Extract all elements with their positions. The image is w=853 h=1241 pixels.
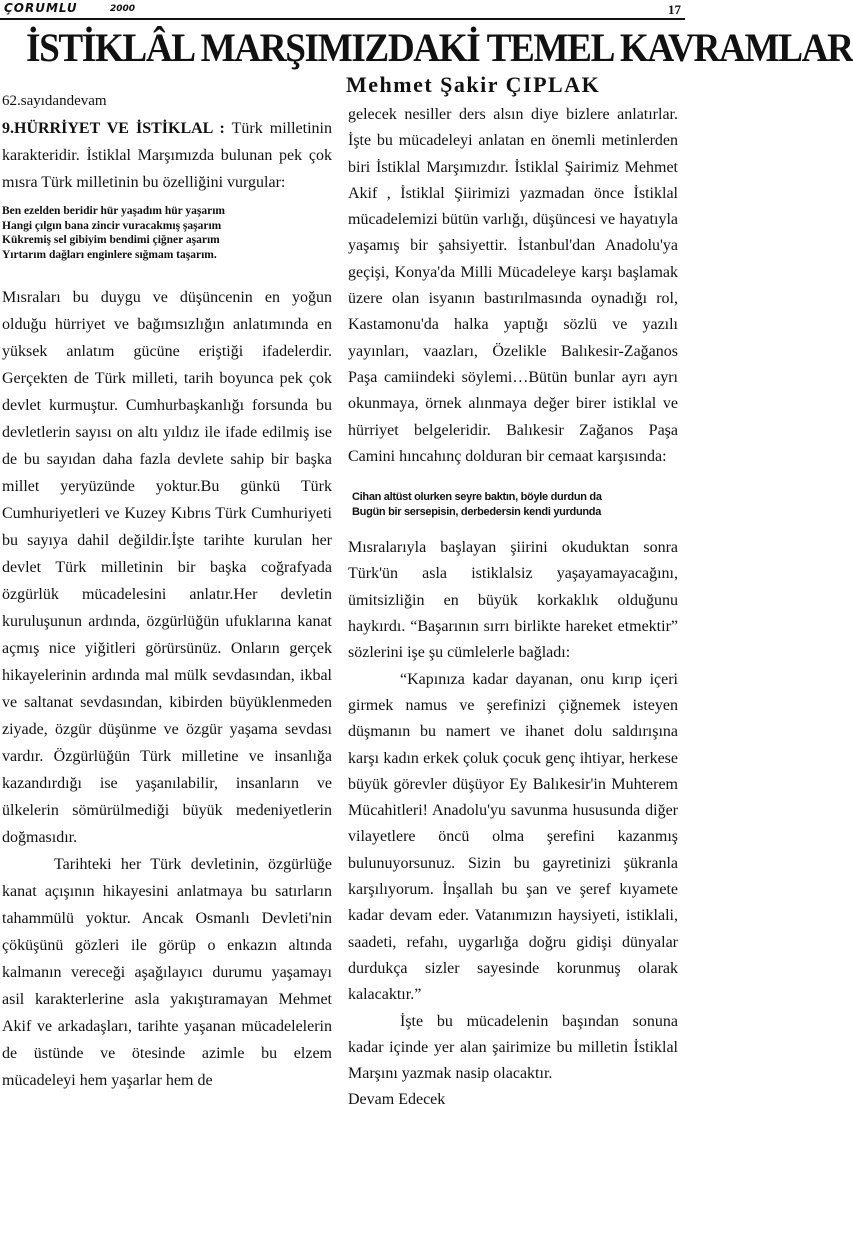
page-header xyxy=(0,0,685,22)
header-rule xyxy=(0,18,685,20)
article-title: İSTİKLÂL MARŞIMIZDAKİ TEMEL KAVRAMLAR xyxy=(26,25,853,70)
poem-line: Cihan altüst olurken seyre baktın, böyle durdun da xyxy=(352,491,602,504)
page-number: 17 xyxy=(668,2,681,17)
article-author: Mehmet Şakir ÇIPLAK xyxy=(346,72,601,97)
magazine-year: 2000 xyxy=(110,4,136,14)
continues-note: Devam Edecek xyxy=(348,1091,446,1109)
left-column xyxy=(2,88,332,1094)
body-paragraph: İşte bu mücadelenin başından sonuna kadar içinde yer alan şairimize bu milletin İstiklal Marşını yazmak nasip olacaktır. xyxy=(348,1012,678,1083)
poem-line: Ben ezelden beridir hür yaşadım hür yaşarım xyxy=(2,205,225,217)
poem-line: Kükremiş sel gibiyim bendimi çiğner aşarım xyxy=(2,234,220,246)
anthem-excerpt xyxy=(2,204,332,262)
body-paragraph: Tarihteki her Türk devletinin, özgürlüğe kanat açışının hikayesini anlatmaya bu satırların tahammülü yoktur. Ancak Osmanlı Devleti'nin çöküşünü gözleri ile görüp o enkazın altında kalmanın vereceği aşağılayıcı durumu yaşamayı asil karakterlerine asla yakıştıramayan Mehmet Akif ve arkadaşları, tarihte yaşanan mücadelelerin de üstünde ve ötesinde azimle bu elzem mücadeleyi hem yaşarlar hem de xyxy=(2,856,332,1089)
poem-line: Yırtarım dağları enginlere sığmam taşarım. xyxy=(2,248,217,261)
section-intro-text: Türk milletinin karakteridir. İstiklal Marşımızda bulunan pek çok mısra Türk milletinin bu özelliğini vurgular: xyxy=(2,120,332,191)
poem-excerpt xyxy=(348,490,678,519)
section-intro xyxy=(2,115,332,196)
right-column xyxy=(348,102,678,1114)
speech-quote: “Kapınıza kadar dayanan, onu kırıp içeri girmek namus ve şerefinizi çiğnemek isteyen düşmanın bu namert ve ihanet dolu saldırışına karşı kadın erkek çoluk çocuk genç ihtiyar, herkese büyük görevler düşüyor Ey Balıkesir'in Muhterem Mücahitleri! Anadolu'yu savunma hususunda diğer vilayetlere öncü olma şerefini kazanmış bulunuyorsunuz. Sizin bu gayretinizi şükranla karşılıyorum. İnşallah bu şan ve şeref kıyamete kadar devam eder. Vatanımızın haysiyeti, istiklali, saadeti, refahı, uygarlığa doğru gidişi dünyalar durdukça sizler sayesinde korunmuş olarak kalacaktır.” xyxy=(348,670,678,1004)
magazine-name: ÇORUMLU xyxy=(4,1,78,15)
continued-note: 62.sayıdandevam xyxy=(2,93,107,109)
body-paragraph: gelecek nesiller ders alsın diye bizlere anlatırlar. İşte bu mücadeleyi anlatan en önemli metinlerden biri İstiklal Marşımızdır. İstiklal Şairimiz Mehmet Akif , İstiklal Şiirimizi yazmadan önce İstiklal mücadelemizi bütün varlığı, düşüncesi ve hayatıyla yaşamış bir şahsiyettir. İstanbul'dan Anadolu'ya geçişi, Konya'da Milli Mücadeleye karşı başlamak üzere olan isyanın bastırılmasında oynadığı rol, Kastamonu'da halka yaptığı sözlü ve yazılı yayınları, vaazları, Özelikle Balıkesir-Zağanos Paşa camiindeki söylemi…Bütün bunlar ayrı ayrı okunmaya, örnek alınmaya değer birer istiklal ve hürriyet belgeleridir. Balıkesir Zağanos Paşa Camini hıncahınç dolduran bir cemaat karşısında: xyxy=(348,106,678,465)
section-heading: 9.HÜRRİYET VE İSTİKLAL : xyxy=(2,120,225,137)
body-paragraph: Mısralarıyla başlayan şiirini okuduktan sonra Türk'ün asla istiklalsiz yaşayamayacağını, ümitsizliğin en büyük korkaklık olduğunu haykırdı. “Başarının sırrı birlikte hareket etmektir” sözlerini işe şu cümlelerle bağladı: xyxy=(348,539,678,662)
poem-line: Bugün bir sersерisin, derbedersin kendi yurdunda xyxy=(352,505,602,518)
poem-line: Hangi çılgın bana zincir vuracakmış şaşarım xyxy=(2,219,222,232)
body-paragraph: Mısraları bu duygu ve düşüncenin en yoğun olduğu hürriyet ve bağımsızlığın anlatımında en yüksek anlatım gücüne eriştiği ifadelerdir. Gerçekten de Türk milleti, tarih boyunca pek çok devlet kurmuştur. Cumhurbaşkanlığı forsunda bu devletlerin sayısı on altı yıldız ile ifade edilmiş ise de bu sayıdan daha fazla devlete sahip bir başka millet yeryüzünde yoktur.Bu günkü Türk Cumhuriyetleri ve Kuzey Kıbrıs Türk Cumhuriyeti bu sayıya dahil değildir.İşte tarihte kurulan her devlet Türk milletinin bir başka coğrafyada özgürlük mücadelesini anlatır.Her devletin kuruluşunun ardında, özgürlüğün ufuklarına kanat açmış nice yiğitleri görürsünüz. Onların gerçek hikayelerinin ardında mal mülk sevdasından, ikbal ve saltanat sevdasından, kibirden büyüklenmeden ziyade, özgür düşünme ve özgür yaşama sevdası vardır. Özgürlüğün Türk milletine ve insanlığa kazandırdığı ise yaşanılabilir, insanların ve ülkelerin sömürülmediği büyük medeniyetlerin doğmasıdır. xyxy=(2,289,332,846)
